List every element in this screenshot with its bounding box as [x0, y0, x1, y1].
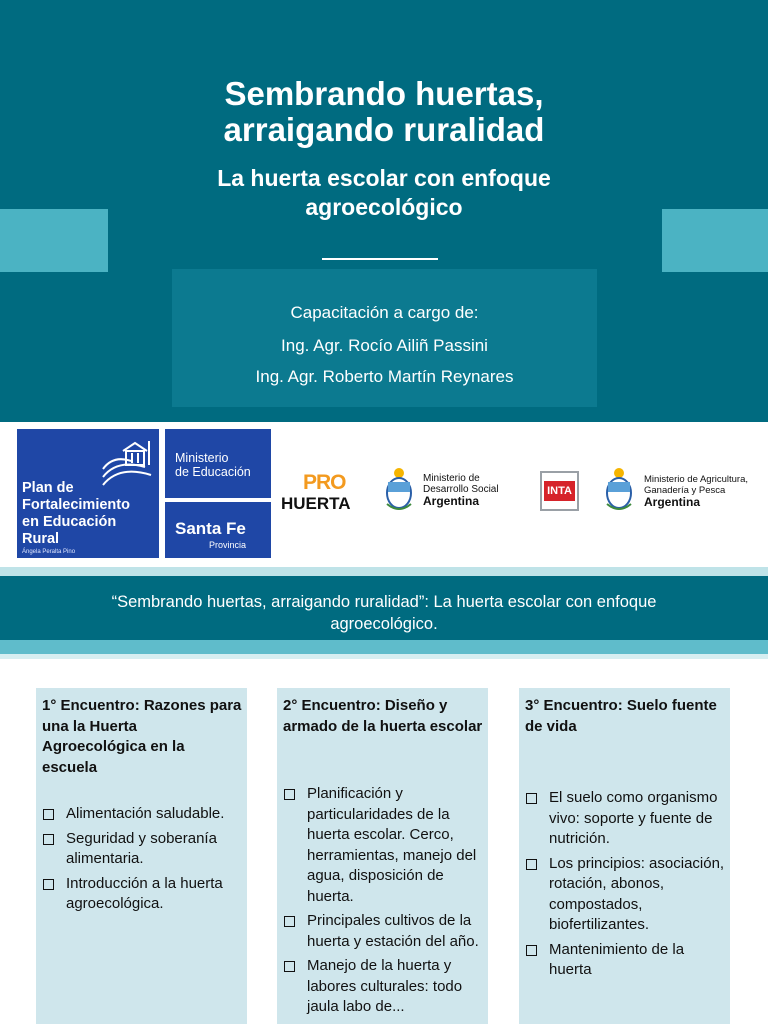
min-edu-line-1: Ministerio — [175, 451, 229, 465]
prohuerta-huerta: HUERTA — [281, 494, 351, 513]
checkbox-bullet-icon — [526, 945, 537, 956]
list-item-text: Alimentación saludable. — [66, 805, 225, 822]
list-item — [283, 784, 483, 907]
list-item — [525, 788, 725, 850]
credits-box — [172, 269, 597, 407]
plan-line-4: Rural — [22, 531, 60, 547]
card-title — [525, 696, 725, 737]
list-item-text: Principales cultivos de la huerta y estación del año. — [307, 912, 479, 950]
santa-fe-logo — [165, 502, 271, 558]
agricultura-country: Argentina — [644, 495, 701, 509]
encuentro-card-1 — [36, 688, 247, 1024]
desarrollo-line-2: Desarrollo Social — [423, 484, 499, 495]
argentina-shield-icon — [604, 466, 634, 512]
checkbox-bullet-icon — [43, 879, 54, 890]
checkbox-bullet-icon — [284, 916, 295, 927]
checkbox-bullet-icon — [43, 834, 54, 845]
checkbox-bullet-icon — [284, 789, 295, 800]
banner-line-1: “Sembrando huertas, arraigando ruralidad”: La huerta escolar con enfoque — [111, 593, 657, 611]
list-item — [42, 874, 242, 915]
card-title-number: 1° Encuentro — [42, 697, 135, 714]
decorative-tab-left — [0, 209, 108, 272]
list-item-text: El suelo como organismo vivo: soporte y fuente de nutrición. — [549, 789, 718, 847]
encuentro-card-2 — [277, 688, 488, 1024]
agricultura-line-1: Ministerio de Agricultura, — [644, 474, 749, 485]
subtitle — [0, 164, 768, 222]
decorative-strip-bottom — [0, 654, 768, 659]
subtitle-line-1: La huerta escolar con enfoque — [217, 165, 551, 191]
card-title-text: : Suelo fuente de vida — [525, 697, 717, 735]
prohuerta-logo — [281, 471, 361, 517]
course-banner-text — [0, 591, 768, 635]
hero-header — [0, 0, 768, 422]
main-title-line-2: arraigando ruralidad — [223, 111, 545, 148]
list-item — [283, 911, 483, 952]
plan-logo-text — [22, 480, 130, 548]
main-title-line-1: Sembrando huertas, — [224, 75, 544, 112]
list-item-text: Manejo de la huerta y labores culturales: todo jaula labo de... — [307, 957, 463, 1015]
logo-bar — [0, 422, 768, 567]
card-topic-list — [42, 804, 242, 919]
desarrollo-country: Argentina — [423, 494, 480, 508]
decorative-strip-top — [0, 567, 768, 576]
prohuerta-pro: PRO — [303, 471, 346, 494]
list-item-text: Seguridad y soberanía alimentaria. — [66, 829, 217, 867]
checkbox-bullet-icon — [43, 809, 54, 820]
desarrollo-line-1: Ministerio de — [423, 473, 480, 484]
list-item-text: Planificación y particularidades de la huerta escolar. Cerco, herramientas, manejo del agua, disposición de huerta. — [307, 785, 477, 905]
card-title-number: 3° Encuentro — [525, 697, 618, 714]
card-topic-list — [283, 784, 483, 1022]
checkbox-bullet-icon — [526, 859, 537, 870]
credits-instructor-2: Ing. Agr. Roberto Martín Reynares — [255, 367, 514, 386]
santa-fe-name: Santa Fe — [175, 519, 246, 538]
decorative-strip-mid — [0, 640, 768, 654]
list-item — [42, 804, 242, 825]
inta-logo — [540, 471, 579, 511]
course-banner — [0, 576, 768, 640]
list-item — [283, 956, 483, 1018]
banner-line-2: agroecológico. — [330, 615, 438, 633]
main-title — [0, 76, 768, 148]
plan-caption: Ángela Peralta Pino — [22, 549, 76, 555]
agricultura-logo — [644, 474, 748, 508]
plan-fortalecimiento-logo — [17, 429, 159, 558]
argentina-shield-icon — [384, 466, 414, 512]
list-item-text: Introducción a la huerta agroecológica. — [66, 874, 223, 912]
list-item — [42, 829, 242, 870]
encuentro-card-3 — [519, 688, 730, 1024]
list-item-text: Mantenimiento de la huerta — [549, 940, 685, 978]
plan-line-3: en Educación — [22, 514, 117, 530]
card-title — [42, 696, 242, 778]
card-title — [283, 696, 483, 737]
checkbox-bullet-icon — [526, 793, 537, 804]
credits-heading: Capacitación a cargo de: — [290, 303, 479, 322]
list-item — [525, 940, 725, 981]
list-item-text: Los principios: asociación, rotación, abonos, compostados, biofertilizantes. — [549, 854, 725, 933]
checkbox-bullet-icon — [284, 961, 295, 972]
card-title-text: : Razones para una la Huerta Agroecológica en la escuela — [42, 697, 242, 776]
ministerio-educacion-logo — [165, 429, 271, 498]
card-title-text: : Diseño y armado de la huerta escolar — [283, 697, 483, 735]
plan-line-2: Fortalecimiento — [22, 497, 130, 513]
decorative-tab-right — [662, 209, 768, 272]
agricultura-line-2: Ganadería y Pesca — [644, 485, 726, 496]
card-topic-list — [525, 788, 725, 985]
divider-line — [322, 258, 438, 260]
card-title-number: 2° Encuentro — [283, 697, 376, 714]
inta-text: INTA — [544, 481, 575, 501]
list-item — [525, 854, 725, 936]
desarrollo-social-logo — [423, 473, 499, 507]
credits-instructor-1: Ing. Agr. Rocío Ailiñ Passini — [281, 336, 488, 355]
subtitle-line-2: agroecológico — [305, 194, 463, 220]
santa-fe-provincia: Provincia — [209, 540, 247, 550]
min-edu-line-2: de Educación — [175, 465, 251, 479]
plan-line-1: Plan de — [22, 480, 74, 496]
